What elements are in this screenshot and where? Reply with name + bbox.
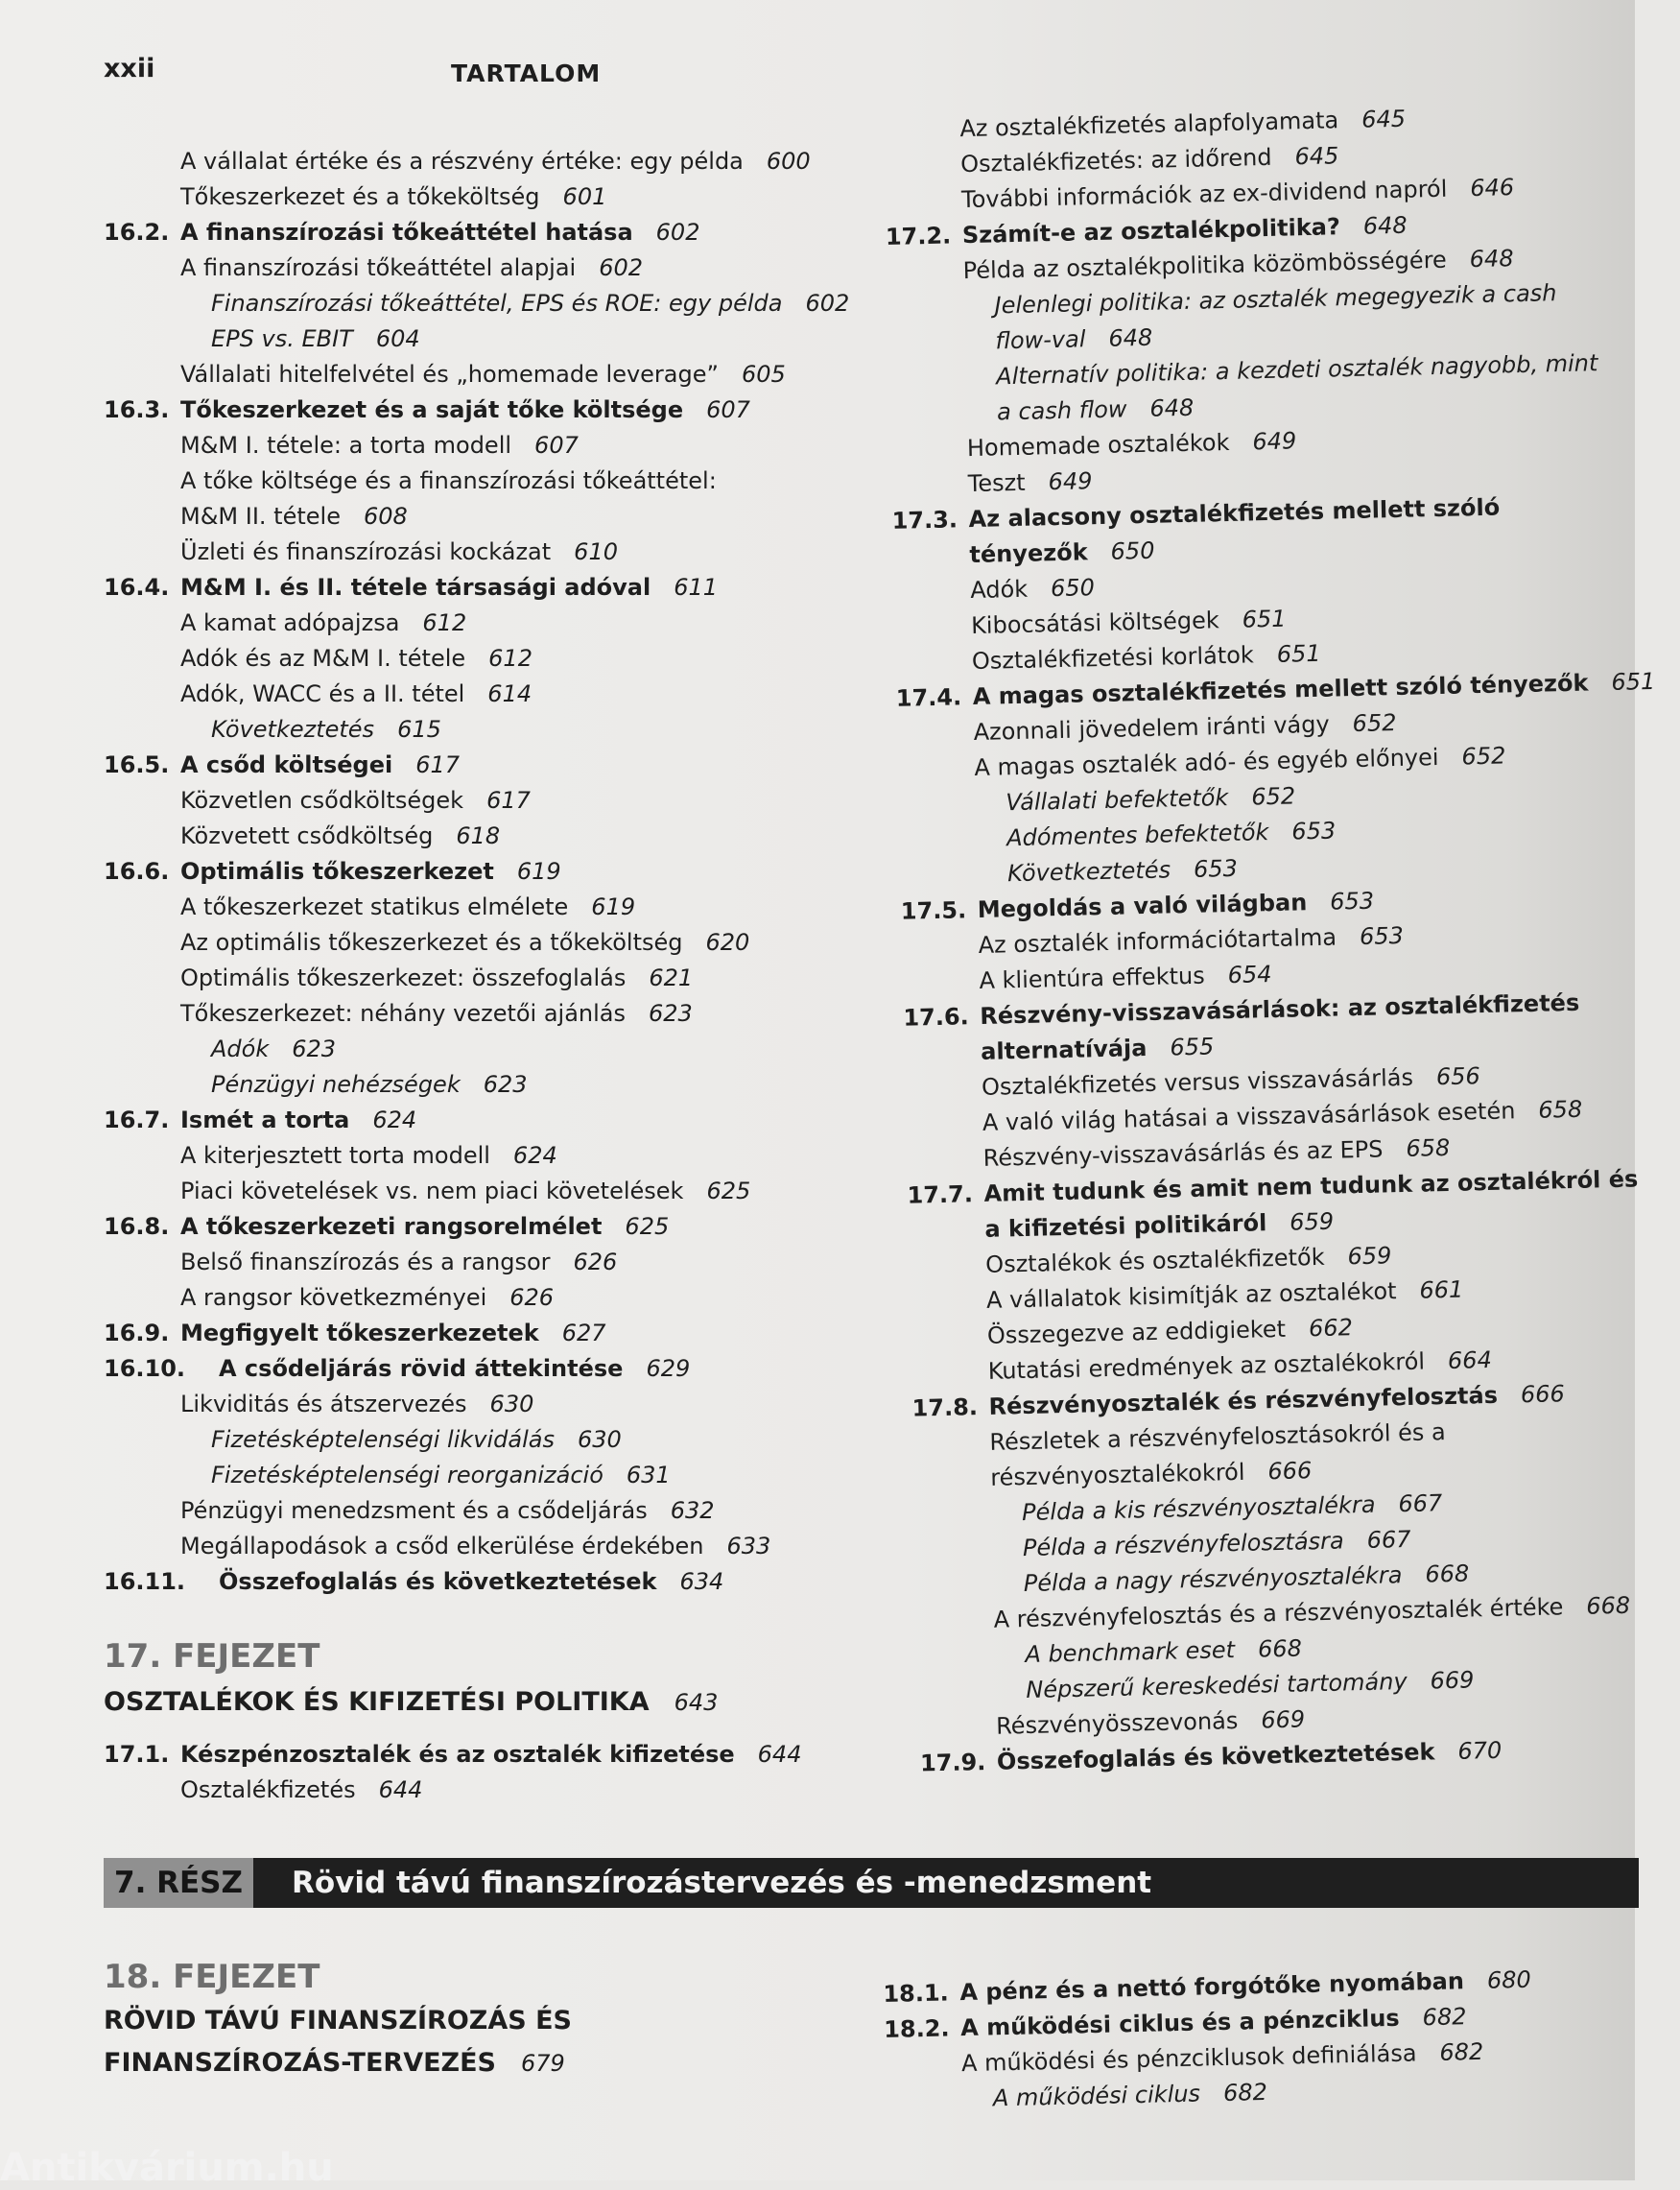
toc-entry xyxy=(104,1737,871,1773)
entry-page: 607 xyxy=(706,396,750,423)
entry-title: Azonnali jövedelem iránti vágy xyxy=(973,710,1330,747)
entry-page: 682 xyxy=(1439,2037,1484,2066)
entry-page: 664 xyxy=(1447,1345,1493,1374)
entry-title: Fizetésképtelenségi likvidálás xyxy=(211,1426,555,1453)
entry-title: Üzleti és finanszírozási kockázat xyxy=(180,538,552,565)
entry-title: Részletek a részvényfelosztásokról és a xyxy=(989,1418,1446,1456)
entry-title: Fizetésképtelenségi reorganizáció xyxy=(211,1462,603,1488)
toc-right-column xyxy=(883,97,1659,1782)
entry-title: Osztalékfizetés: az időrend xyxy=(959,143,1272,179)
entry-title: Likviditás és átszervezés xyxy=(180,1391,467,1417)
entry-title: Vállalati hitelfelvétel és „homemade leverage” xyxy=(180,361,719,388)
section-number: 16.7. xyxy=(104,1107,170,1133)
entry-title: Adók, WACC és a II. tétel xyxy=(180,680,465,707)
section-number: 17.2. xyxy=(885,222,952,250)
entry-page: 612 xyxy=(488,645,532,672)
toc-entry xyxy=(104,1032,871,1067)
entry-title: A működési és pénzciklusok definiálása xyxy=(960,2039,1417,2078)
entry-title: Részvény-visszavásárlások: az osztalékfizetés xyxy=(980,988,1580,1030)
entry-page: 619 xyxy=(516,858,561,885)
entry-title: Adómentes befektetők xyxy=(1006,819,1269,852)
entry-title: M&M I. és II. tétele társasági adóval xyxy=(180,574,651,601)
entry-page: 645 xyxy=(1294,142,1339,171)
toc-entry xyxy=(104,464,871,499)
entry-page: 644 xyxy=(757,1741,802,1768)
entry-title: Piaci követelések vs. nem piaci követelések xyxy=(180,1178,684,1204)
entry-page: 629 xyxy=(646,1355,691,1382)
entry-page: 682 xyxy=(1222,2078,1268,2107)
entry-title: Az optimális tőkeszerkezet és a tőkeköltség xyxy=(180,929,683,956)
toc-entry xyxy=(104,393,871,428)
entry-page: 630 xyxy=(489,1391,534,1417)
toc-entry xyxy=(104,677,871,712)
entry-page: 625 xyxy=(625,1213,670,1240)
toc-entry xyxy=(104,1458,871,1493)
entry-page: 651 xyxy=(1611,667,1656,696)
entry-page: 658 xyxy=(1406,1133,1451,1162)
entry-page: 602 xyxy=(599,254,644,281)
toc-entry xyxy=(104,1174,871,1209)
entry-title: A kiterjesztett torta modell xyxy=(180,1142,490,1169)
entry-title: Tőkeszerkezet és a tőkeköltség xyxy=(180,183,540,210)
section-number: 16.6. xyxy=(104,858,170,885)
chapter-18-page: 679 xyxy=(521,2050,565,2077)
entry-title: Megoldás a való világban xyxy=(977,889,1308,923)
entry-page: 680 xyxy=(1486,1965,1532,1994)
entry-title: Pénzügyi nehézségek xyxy=(211,1071,461,1098)
entry-page: 656 xyxy=(1435,1062,1481,1091)
entry-page: 602 xyxy=(805,290,850,317)
entry-title: A való világ hatásai a visszavásárlások esetén xyxy=(982,1097,1516,1136)
entry-page: 667 xyxy=(1366,1525,1411,1554)
entry-page: 623 xyxy=(292,1035,337,1062)
toc-entry xyxy=(104,606,871,641)
entry-page: 631 xyxy=(626,1462,671,1488)
entry-title: Számít-e az osztalékpolitika? xyxy=(961,213,1341,250)
entry-page: 653 xyxy=(1193,854,1239,883)
toc-entry xyxy=(104,961,871,996)
entry-title: flow-val xyxy=(995,325,1086,355)
entry-title: A kamat adópajzsa xyxy=(180,609,400,636)
toc-entry xyxy=(104,357,871,393)
entry-title: EPS vs. EBIT xyxy=(211,325,353,352)
entry-page: 621 xyxy=(649,964,694,991)
entry-title: A vállalatok kisimítják az osztalékot xyxy=(985,1277,1397,1314)
entry-title: A tőkeszerkezet statikus elmélete xyxy=(180,893,569,920)
toc-entry xyxy=(104,250,871,286)
entry-title: Belső finanszírozás és a rangsor xyxy=(180,1249,551,1275)
toc-entry xyxy=(104,428,871,464)
entry-title: Osztalékok és osztalékfizetők xyxy=(984,1243,1325,1278)
toc-entry xyxy=(104,890,871,925)
section-number: 16.8. xyxy=(104,1213,170,1240)
section-number: 16.2. xyxy=(104,219,170,246)
entry-page: 633 xyxy=(726,1533,771,1559)
section-number: 17.8. xyxy=(911,1393,979,1422)
entry-title: A benchmark eset xyxy=(1025,1636,1236,1669)
entry-page: 611 xyxy=(674,574,719,601)
entry-page: 623 xyxy=(483,1071,528,1098)
section-number: 16.9. xyxy=(104,1320,170,1346)
entry-title: alternatívája xyxy=(980,1035,1148,1065)
entry-page: 666 xyxy=(1520,1380,1566,1409)
toc-entry xyxy=(104,1138,871,1174)
entry-page: 615 xyxy=(397,716,441,743)
entry-title: tényezők xyxy=(969,538,1088,569)
page-number: xxii xyxy=(104,54,155,83)
entry-title: A csőd költségei xyxy=(180,751,393,778)
entry-page: 614 xyxy=(487,680,532,707)
entry-title: Osztalékfizetési korlátok xyxy=(971,641,1255,676)
entry-title: A magas osztalékfizetés mellett szóló tényezők xyxy=(972,669,1589,711)
entry-page: 648 xyxy=(1149,393,1195,422)
entry-title: Példa a nagy részvényosztalékra xyxy=(1023,1561,1403,1598)
entry-page: 682 xyxy=(1422,2003,1467,2032)
section-number: 16.3. xyxy=(104,396,170,423)
entry-title: Közvetlen csődköltségek xyxy=(180,787,464,814)
entry-title: A rangsor következményei xyxy=(180,1284,487,1311)
entry-title: Osztalékfizetés xyxy=(180,1776,356,1803)
entry-page: 648 xyxy=(1362,211,1408,240)
entry-title: Összegezve az eddigieket xyxy=(986,1315,1287,1349)
entry-page: 669 xyxy=(1260,1705,1306,1734)
section-number: 16.4. xyxy=(104,574,170,601)
entry-title: Adók xyxy=(211,1035,270,1062)
entry-page: 602 xyxy=(655,219,700,246)
entry-title: Következtetés xyxy=(1006,856,1171,888)
toc-entry xyxy=(104,1529,871,1564)
entry-title: M&M I. tétele: a torta modell xyxy=(180,432,512,459)
entry-page: 605 xyxy=(741,361,786,388)
section-number: 16.10. xyxy=(104,1355,186,1382)
entry-title: Tőkeszerkezet: néhány vezetői ajánlás xyxy=(180,1000,627,1027)
section-number: 17.3. xyxy=(891,506,958,535)
entry-page: 666 xyxy=(1267,1457,1313,1486)
entry-page: 653 xyxy=(1291,817,1337,845)
chapter-17-title-text: OSZTALÉKOK ÉS KIFIZETÉSI POLITIKA xyxy=(104,1687,650,1717)
part-7-title: Rövid távú finanszírozástervezés és -menedzsment xyxy=(292,1866,1152,1900)
entry-page: 634 xyxy=(679,1568,724,1595)
chapter-17-label: 17. FEJEZET xyxy=(104,1637,320,1676)
toc-entry xyxy=(104,499,871,535)
entry-title: A tőkeszerkezeti rangsorelmélet xyxy=(180,1213,603,1240)
entry-page: 608 xyxy=(363,503,408,530)
section-number: 18.1. xyxy=(883,1979,950,2008)
toc-entry xyxy=(104,1773,871,1808)
entry-title: Következtetés xyxy=(211,716,375,743)
entry-page: 648 xyxy=(1108,323,1153,352)
entry-page: 625 xyxy=(706,1178,751,1204)
entry-title: Összefoglalás és következtetések xyxy=(219,1568,657,1595)
watermark: Antikvárium.hu xyxy=(0,2146,334,2190)
toc-entry xyxy=(104,1280,871,1316)
entry-title: A finanszírozási tőkeáttétel hatása xyxy=(180,219,633,246)
chapter-18-title xyxy=(104,2044,565,2083)
toc-entry xyxy=(104,925,871,961)
entry-page: 651 xyxy=(1276,639,1321,668)
toc-entry xyxy=(104,641,871,677)
entry-page: 632 xyxy=(670,1497,715,1524)
toc-entry xyxy=(104,1316,871,1351)
entry-title: Megfigyelt tőkeszerkezetek xyxy=(180,1320,539,1346)
entry-page: 669 xyxy=(1430,1666,1475,1695)
toc-entry xyxy=(104,144,871,179)
entry-title: Homemade osztalékok xyxy=(966,428,1230,463)
chapter-18-title-line2: FINANSZÍROZÁS-TERVEZÉS xyxy=(104,2048,497,2078)
entry-title: A tőke költsége és a finanszírozási tőkeáttétel: xyxy=(180,467,717,494)
entry-title: A csődeljárás rövid áttekintése xyxy=(219,1355,624,1382)
entry-page: 618 xyxy=(456,822,501,849)
toc-entry xyxy=(104,854,871,890)
entry-title: Amit tudunk és amit nem tudunk az osztalékról és xyxy=(983,1165,1639,1207)
entry-title: Adók xyxy=(969,575,1029,605)
entry-page: 644 xyxy=(378,1776,423,1803)
section-number: 18.2. xyxy=(883,2014,950,2043)
entry-page: 626 xyxy=(509,1284,555,1311)
entry-title: Teszt xyxy=(967,468,1026,498)
toc-entry xyxy=(104,1103,871,1138)
entry-page: 651 xyxy=(1242,605,1287,633)
entry-page: 619 xyxy=(591,893,636,920)
toc-entry xyxy=(104,215,871,250)
section-number: 17.5. xyxy=(900,896,967,925)
entry-page: 652 xyxy=(1250,782,1296,811)
entry-page: 617 xyxy=(415,751,461,778)
entry-page: 623 xyxy=(649,1000,693,1027)
section-number: 17.9. xyxy=(919,1749,986,1777)
entry-title: A vállalat értéke és a részvény értéke: egy példa xyxy=(180,148,744,175)
entry-title: Adók és az M&M I. tétele xyxy=(180,645,466,672)
entry-page: 650 xyxy=(1110,536,1155,565)
part-7-banner xyxy=(104,1858,1639,1908)
entry-title: Optimális tőkeszerkezet xyxy=(180,858,494,885)
entry-page: 601 xyxy=(562,183,607,210)
entry-title: A pénz és a nettó forgótőke nyomában xyxy=(959,1967,1465,2007)
entry-title: Az osztalék információtartalma xyxy=(978,923,1337,959)
entry-title: Kibocsátási költségek xyxy=(970,607,1220,640)
entry-title: Példa a kis részvényosztalékra xyxy=(1021,1490,1376,1527)
entry-title: Összefoglalás és következtetések xyxy=(996,1738,1435,1775)
entry-page: 667 xyxy=(1398,1489,1443,1518)
toc-entry xyxy=(104,1564,871,1600)
entry-title: Tőkeszerkezet és a saját tőke költsége xyxy=(180,396,684,423)
entry-title: Finanszírozási tőkeáttétel, EPS és ROE: egy példa xyxy=(211,290,783,317)
entry-page: 645 xyxy=(1361,105,1407,133)
toc-entry xyxy=(104,1351,871,1387)
running-header: TARTALOM xyxy=(451,60,602,87)
toc-entry xyxy=(104,996,871,1032)
entry-title: Pénzügyi menedzsment és a csődeljárás xyxy=(180,1497,648,1524)
toc-entry xyxy=(104,1209,871,1245)
entry-title: A részvényfelosztás és a részvényosztalék értéke xyxy=(993,1593,1564,1633)
toc-entry xyxy=(104,179,871,215)
entry-title: Népszerű kereskedési tartomány xyxy=(1025,1668,1408,1704)
entry-title: Kutatási eredmények az osztalékokról xyxy=(987,1347,1426,1385)
entry-title: Jelenlegi politika: az osztalék megegyezik a cash xyxy=(994,279,1557,320)
entry-page: 662 xyxy=(1308,1314,1354,1343)
entry-page: 653 xyxy=(1359,921,1405,950)
entry-title: Megállapodások a csőd elkerülése érdekében xyxy=(180,1533,704,1559)
entry-title: A finanszírozási tőkeáttétel alapjai xyxy=(180,254,577,281)
entry-title: Közvetett csődköltség xyxy=(180,822,434,849)
entry-page: 624 xyxy=(372,1107,417,1133)
entry-title: Alternatív politika: a kezdeti osztalék nagyobb, mint xyxy=(995,349,1598,391)
entry-title: A működési ciklus xyxy=(992,2080,1201,2112)
entry-page: 620 xyxy=(705,929,750,956)
part-7-label: 7. RÉSZ xyxy=(104,1858,253,1908)
entry-page: 626 xyxy=(573,1249,618,1275)
entry-page: 655 xyxy=(1170,1033,1215,1061)
chapter-18-title-line1: RÖVID TÁVÚ FINANSZÍROZÁS ÉS xyxy=(104,2006,572,2035)
toc-ch17-left xyxy=(104,1737,871,1808)
entry-title: Az osztalékfizetés alapfolyamata xyxy=(959,107,1339,143)
entry-title: További információk az ex-dividend napról xyxy=(960,175,1448,214)
entry-page: 668 xyxy=(1425,1559,1470,1588)
toc-entry xyxy=(104,819,871,854)
entry-title: A klientúra effektus xyxy=(979,962,1205,994)
entry-page: 659 xyxy=(1289,1207,1335,1236)
entry-title: Példa a részvényfelosztásra xyxy=(1022,1527,1344,1562)
entry-title: Optimális tőkeszerkezet: összefoglalás xyxy=(180,964,627,991)
entry-title: a cash flow xyxy=(996,395,1127,426)
entry-page: 607 xyxy=(534,432,579,459)
section-number: 16.5. xyxy=(104,751,170,778)
entry-title: Részvényösszevonás xyxy=(995,1707,1239,1740)
entry-page: 668 xyxy=(1257,1634,1303,1663)
toc-entry xyxy=(104,1422,871,1458)
section-number: 16.11. xyxy=(104,1568,186,1595)
entry-page: 624 xyxy=(512,1142,557,1169)
entry-page: 658 xyxy=(1538,1095,1583,1124)
toc-entry xyxy=(104,535,871,570)
entry-page: 604 xyxy=(375,325,420,352)
entry-page: 612 xyxy=(422,609,467,636)
entry-page: 646 xyxy=(1470,174,1515,202)
entry-page: 650 xyxy=(1050,574,1096,603)
toc-entry xyxy=(104,1245,871,1280)
entry-title: Az alacsony osztalékfizetés mellett szóló xyxy=(968,493,1501,534)
entry-page: 670 xyxy=(1457,1736,1503,1765)
entry-title: Készpénzosztalék és az osztalék kifizetése xyxy=(180,1741,735,1768)
toc-ch18-right xyxy=(883,1961,1624,2119)
entry-page: 653 xyxy=(1329,887,1375,916)
toc-entry xyxy=(104,1067,871,1103)
section-number: 17.1. xyxy=(104,1741,170,1768)
toc-entry xyxy=(104,712,871,748)
entry-page: 610 xyxy=(574,538,618,565)
entry-page: 654 xyxy=(1227,961,1272,989)
section-number: 17.7. xyxy=(907,1180,974,1209)
toc-entry xyxy=(104,1387,871,1422)
entry-page: 648 xyxy=(1469,245,1514,274)
toc-entry xyxy=(104,783,871,819)
toc-entry xyxy=(104,321,871,357)
toc-entry xyxy=(104,570,871,606)
entry-title: M&M II. tétele xyxy=(180,503,341,530)
entry-title: Példa az osztalékpolitika közömbösségére xyxy=(962,246,1448,285)
section-number: 17.6. xyxy=(903,1003,970,1032)
entry-title: a kifizetési politikáról xyxy=(984,1209,1267,1243)
entry-title: Osztalékfizetés versus visszavásárlás xyxy=(981,1063,1414,1101)
entry-title: Ismét a torta xyxy=(180,1107,350,1133)
entry-page: 600 xyxy=(766,148,811,175)
chapter-18-label: 18. FEJEZET xyxy=(104,1958,320,1996)
toc-entry xyxy=(104,748,871,783)
entry-page: 627 xyxy=(561,1320,606,1346)
entry-title: részvényosztalékokról xyxy=(989,1458,1245,1491)
entry-page: 617 xyxy=(486,787,531,814)
entry-page: 630 xyxy=(577,1426,622,1453)
toc-entry xyxy=(104,286,871,321)
toc-entry xyxy=(104,1493,871,1529)
entry-page: 649 xyxy=(1048,467,1093,496)
entry-title: A működési ciklus és a pénzciklus xyxy=(959,2004,1400,2042)
chapter-17-page: 643 xyxy=(674,1689,719,1716)
entry-page: 661 xyxy=(1419,1275,1464,1304)
entry-title: Részvényosztalék és részvényfelosztás xyxy=(988,1381,1499,1420)
entry-page: 649 xyxy=(1252,427,1297,456)
section-number: 17.4. xyxy=(895,683,962,712)
entry-page: 652 xyxy=(1461,742,1506,771)
toc-left-column xyxy=(104,144,871,1600)
entry-page: 659 xyxy=(1347,1242,1392,1271)
entry-page: 652 xyxy=(1352,709,1397,738)
entry-title: Részvény-visszavásárlás és az EPS xyxy=(982,1135,1384,1172)
entry-title: Vállalati befektetők xyxy=(1006,784,1229,817)
entry-page: 668 xyxy=(1586,1591,1631,1620)
entry-title: A magas osztalék adó- és egyéb előnyei xyxy=(974,744,1439,782)
chapter-17-title xyxy=(104,1683,718,1722)
